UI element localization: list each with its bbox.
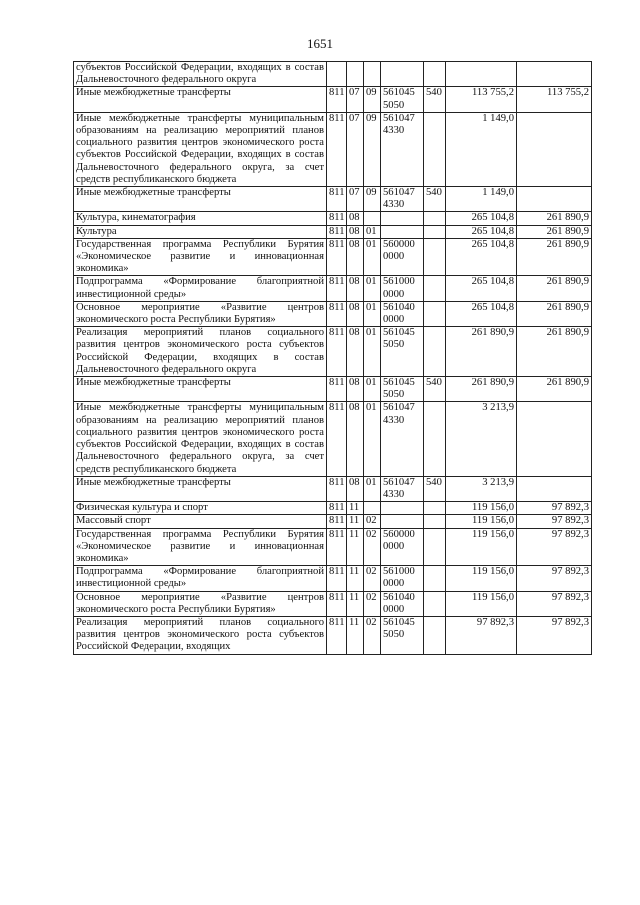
item-name-cell: Массовый спорт xyxy=(74,515,327,528)
target-article-cell: 561047 4330 xyxy=(381,476,424,501)
target-article-cell: 561045 5050 xyxy=(381,616,424,654)
amount-year1-cell: 1 149,0 xyxy=(446,112,517,186)
subsection-code-cell: 01 xyxy=(364,301,381,326)
expense-type-cell xyxy=(424,301,446,326)
amount-year1-cell: 265 104,8 xyxy=(446,301,517,326)
gr-code-cell: 811 xyxy=(327,112,347,186)
amount-year2-cell xyxy=(517,112,592,186)
target-article-cell xyxy=(381,502,424,515)
section-code-cell xyxy=(347,62,364,87)
target-article-cell: 561047 4330 xyxy=(381,112,424,186)
amount-year2-cell: 97 892,3 xyxy=(517,502,592,515)
amount-year1-cell: 3 213,9 xyxy=(446,402,517,476)
amount-year2-cell xyxy=(517,62,592,87)
amount-year2-cell: 261 890,9 xyxy=(517,225,592,238)
amount-year1-cell: 3 213,9 xyxy=(446,476,517,501)
section-code-cell: 08 xyxy=(347,301,364,326)
amount-year1-cell: 1 149,0 xyxy=(446,187,517,212)
amount-year2-cell xyxy=(517,476,592,501)
section-code-cell: 08 xyxy=(347,327,364,377)
subsection-code-cell: 01 xyxy=(364,276,381,301)
item-name-cell: Подпрограмма «Формирование благоприятной инвестиционной среды» xyxy=(74,566,327,591)
gr-code-cell xyxy=(327,62,347,87)
amount-year2-cell: 261 890,9 xyxy=(517,301,592,326)
section-code-cell: 08 xyxy=(347,212,364,225)
amount-year2-cell: 97 892,3 xyxy=(517,616,592,654)
amount-year1-cell: 265 104,8 xyxy=(446,212,517,225)
gr-code-cell: 811 xyxy=(327,87,347,112)
item-name-cell: Культура xyxy=(74,225,327,238)
subsection-code-cell xyxy=(364,212,381,225)
gr-code-cell: 811 xyxy=(327,616,347,654)
subsection-code-cell xyxy=(364,62,381,87)
table-row xyxy=(74,528,592,566)
gr-code-cell: 811 xyxy=(327,212,347,225)
table-row xyxy=(74,616,592,654)
amount-year2-cell xyxy=(517,402,592,476)
gr-code-cell: 811 xyxy=(327,327,347,377)
expense-type-cell: 540 xyxy=(424,187,446,212)
target-article-cell: 561047 4330 xyxy=(381,187,424,212)
gr-code-cell: 811 xyxy=(327,187,347,212)
target-article-cell xyxy=(381,515,424,528)
amount-year2-cell: 113 755,2 xyxy=(517,87,592,112)
subsection-code-cell: 01 xyxy=(364,402,381,476)
expense-type-cell xyxy=(424,528,446,566)
item-name-cell: Государственная программа Республики Бурятия «Экономическое развитие и инновационная экономика» xyxy=(74,238,327,276)
subsection-code-cell: 01 xyxy=(364,327,381,377)
gr-code-cell: 811 xyxy=(327,502,347,515)
table-row xyxy=(74,591,592,616)
expense-type-cell xyxy=(424,515,446,528)
amount-year2-cell: 261 890,9 xyxy=(517,327,592,377)
expense-type-cell xyxy=(424,62,446,87)
table-row xyxy=(74,402,592,476)
target-article-cell: 560000 0000 xyxy=(381,528,424,566)
item-name-cell: Основное мероприятие «Развитие центров экономического роста Республики Бурятия» xyxy=(74,301,327,326)
expense-type-cell xyxy=(424,212,446,225)
table-row xyxy=(74,212,592,225)
gr-code-cell: 811 xyxy=(327,225,347,238)
table-row xyxy=(74,62,592,87)
item-name-cell: субъектов Российской Федерации, входящих в состав Дальневосточного федерального округа xyxy=(74,62,327,87)
subsection-code-cell: 02 xyxy=(364,528,381,566)
expense-type-cell xyxy=(424,276,446,301)
item-name-cell: Физическая культура и спорт xyxy=(74,502,327,515)
expense-type-cell xyxy=(424,225,446,238)
expense-type-cell xyxy=(424,502,446,515)
table-row xyxy=(74,476,592,501)
section-code-cell: 08 xyxy=(347,276,364,301)
item-name-cell: Культура, кинематография xyxy=(74,212,327,225)
amount-year2-cell: 97 892,3 xyxy=(517,528,592,566)
gr-code-cell: 811 xyxy=(327,301,347,326)
section-code-cell: 11 xyxy=(347,566,364,591)
section-code-cell: 08 xyxy=(347,476,364,501)
gr-code-cell: 811 xyxy=(327,402,347,476)
expense-type-cell: 540 xyxy=(424,377,446,402)
subsection-code-cell: 02 xyxy=(364,515,381,528)
amount-year1-cell: 97 892,3 xyxy=(446,616,517,654)
section-code-cell: 11 xyxy=(347,502,364,515)
amount-year1-cell: 261 890,9 xyxy=(446,377,517,402)
subsection-code-cell: 02 xyxy=(364,566,381,591)
subsection-code-cell: 01 xyxy=(364,377,381,402)
gr-code-cell: 811 xyxy=(327,528,347,566)
item-name-cell: Государственная программа Республики Бурятия «Экономическое развитие и инновационная экономика» xyxy=(74,528,327,566)
amount-year2-cell: 97 892,3 xyxy=(517,591,592,616)
table-row xyxy=(74,238,592,276)
table-row xyxy=(74,327,592,377)
amount-year2-cell: 261 890,9 xyxy=(517,377,592,402)
section-code-cell: 08 xyxy=(347,377,364,402)
item-name-cell: Реализация мероприятий планов социального развития центров экономического роста субъектов Российской Федерации, входящих xyxy=(74,616,327,654)
amount-year2-cell: 261 890,9 xyxy=(517,276,592,301)
section-code-cell: 08 xyxy=(347,225,364,238)
amount-year1-cell: 119 156,0 xyxy=(446,502,517,515)
target-article-cell: 560000 0000 xyxy=(381,238,424,276)
target-article-cell: 561045 5050 xyxy=(381,87,424,112)
amount-year2-cell: 97 892,3 xyxy=(517,566,592,591)
gr-code-cell: 811 xyxy=(327,377,347,402)
section-code-cell: 07 xyxy=(347,187,364,212)
budget-table xyxy=(73,61,592,655)
amount-year1-cell: 119 156,0 xyxy=(446,591,517,616)
target-article-cell xyxy=(381,62,424,87)
table-row xyxy=(74,301,592,326)
table-row xyxy=(74,515,592,528)
expense-type-cell xyxy=(424,616,446,654)
table-row xyxy=(74,112,592,186)
section-code-cell: 08 xyxy=(347,402,364,476)
table-row xyxy=(74,566,592,591)
expense-type-cell: 540 xyxy=(424,87,446,112)
table-row xyxy=(74,502,592,515)
target-article-cell: 561045 5050 xyxy=(381,377,424,402)
gr-code-cell: 811 xyxy=(327,238,347,276)
item-name-cell: Иные межбюджетные трансферты xyxy=(74,87,327,112)
section-code-cell: 11 xyxy=(347,515,364,528)
amount-year1-cell: 119 156,0 xyxy=(446,515,517,528)
amount-year1-cell xyxy=(446,62,517,87)
item-name-cell: Основное мероприятие «Развитие центров экономического роста Республики Бурятия» xyxy=(74,591,327,616)
amount-year1-cell: 119 156,0 xyxy=(446,528,517,566)
subsection-code-cell: 02 xyxy=(364,616,381,654)
expense-type-cell xyxy=(424,402,446,476)
target-article-cell: 561040 0000 xyxy=(381,591,424,616)
item-name-cell: Иные межбюджетные трансферты xyxy=(74,187,327,212)
expense-type-cell xyxy=(424,566,446,591)
section-code-cell: 08 xyxy=(347,238,364,276)
gr-code-cell: 811 xyxy=(327,476,347,501)
expense-type-cell xyxy=(424,591,446,616)
target-article-cell: 561000 0000 xyxy=(381,276,424,301)
table-row xyxy=(74,87,592,112)
expense-type-cell xyxy=(424,327,446,377)
subsection-code-cell: 01 xyxy=(364,238,381,276)
page-number: 1651 xyxy=(307,36,333,51)
target-article-cell: 561045 5050 xyxy=(381,327,424,377)
table-body xyxy=(74,62,592,655)
target-article-cell xyxy=(381,225,424,238)
amount-year1-cell: 265 104,8 xyxy=(446,238,517,276)
subsection-code-cell: 02 xyxy=(364,591,381,616)
item-name-cell: Иные межбюджетные трансферты xyxy=(74,476,327,501)
subsection-code-cell: 09 xyxy=(364,187,381,212)
gr-code-cell: 811 xyxy=(327,591,347,616)
item-name-cell: Иные межбюджетные трансферты xyxy=(74,377,327,402)
subsection-code-cell: 09 xyxy=(364,112,381,186)
subsection-code-cell: 09 xyxy=(364,87,381,112)
target-article-cell xyxy=(381,212,424,225)
section-code-cell: 11 xyxy=(347,528,364,566)
table-row xyxy=(74,276,592,301)
expense-type-cell: 540 xyxy=(424,476,446,501)
section-code-cell: 11 xyxy=(347,591,364,616)
target-article-cell: 561040 0000 xyxy=(381,301,424,326)
amount-year1-cell: 119 156,0 xyxy=(446,566,517,591)
gr-code-cell: 811 xyxy=(327,515,347,528)
table-row xyxy=(74,225,592,238)
item-name-cell: Реализация мероприятий планов социального развития центров экономического роста субъектов Российской Федерации, входящих в состав Дальневосточного федерального округа xyxy=(74,327,327,377)
expense-type-cell xyxy=(424,238,446,276)
amount-year2-cell: 97 892,3 xyxy=(517,515,592,528)
subsection-code-cell: 01 xyxy=(364,225,381,238)
amount-year1-cell: 265 104,8 xyxy=(446,276,517,301)
amount-year2-cell xyxy=(517,187,592,212)
item-name-cell: Иные межбюджетные трансферты муниципальным образованиям на реализацию мероприятий планов социального развития центров экономического роста субъектов Российской Федерации, входящих в состав Дальневосточного федерального округа, за счет средств республиканского бюджета xyxy=(74,402,327,476)
item-name-cell: Иные межбюджетные трансферты муниципальным образованиям на реализацию мероприятий планов социального развития центров экономического роста субъектов Российской Федерации, входящих в состав Дальневосточного федерального округа, за счет средств республиканского бюджета xyxy=(74,112,327,186)
subsection-code-cell: 01 xyxy=(364,476,381,501)
section-code-cell: 07 xyxy=(347,87,364,112)
gr-code-cell: 811 xyxy=(327,566,347,591)
subsection-code-cell xyxy=(364,502,381,515)
section-code-cell: 07 xyxy=(347,112,364,186)
amount-year2-cell: 261 890,9 xyxy=(517,212,592,225)
amount-year1-cell: 261 890,9 xyxy=(446,327,517,377)
target-article-cell: 561000 0000 xyxy=(381,566,424,591)
table-row xyxy=(74,187,592,212)
target-article-cell: 561047 4330 xyxy=(381,402,424,476)
table-row xyxy=(74,377,592,402)
expense-type-cell xyxy=(424,112,446,186)
amount-year1-cell: 113 755,2 xyxy=(446,87,517,112)
amount-year1-cell: 265 104,8 xyxy=(446,225,517,238)
section-code-cell: 11 xyxy=(347,616,364,654)
amount-year2-cell: 261 890,9 xyxy=(517,238,592,276)
gr-code-cell: 811 xyxy=(327,276,347,301)
item-name-cell: Подпрограмма «Формирование благоприятной инвестиционной среды» xyxy=(74,276,327,301)
